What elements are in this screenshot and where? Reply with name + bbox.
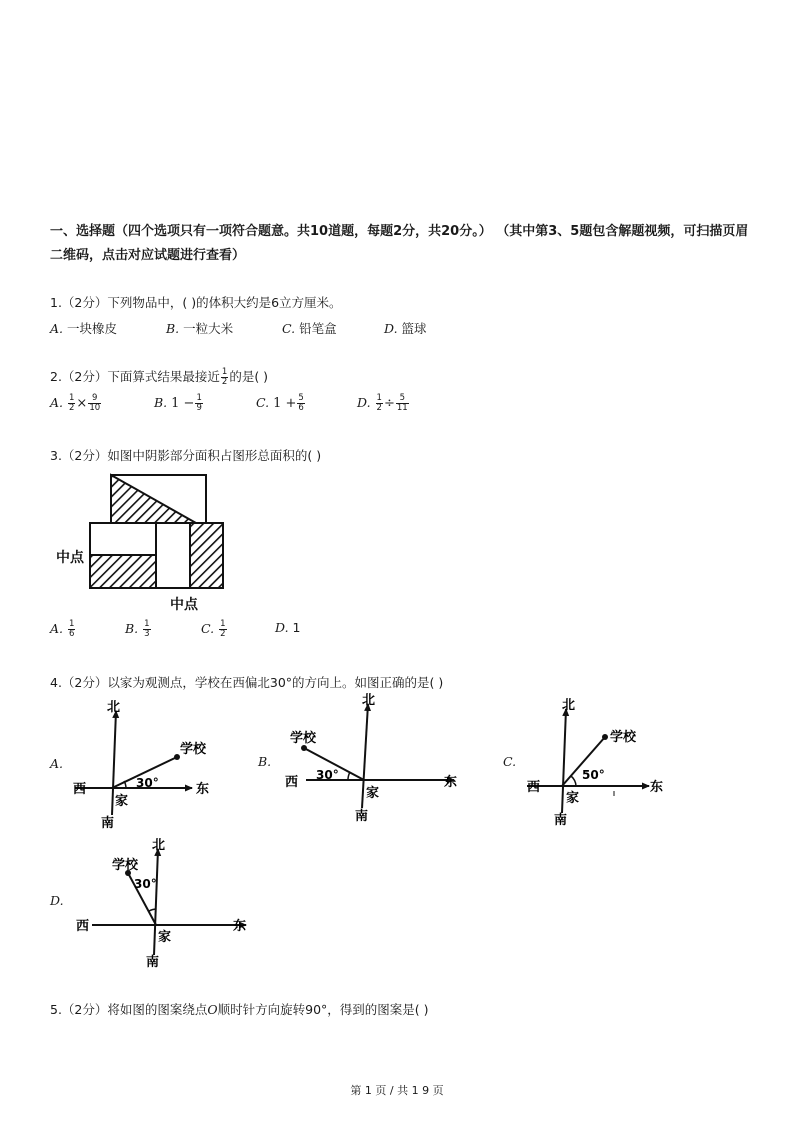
q4-option-b-label[interactable]: B. [258,754,272,769]
q4-diagram-b[interactable] [282,690,462,825]
q1-option-a[interactable]: A. 一块橡皮 [50,321,118,336]
q3-option-b[interactable]: B. $\frac{1}{3}$ [125,619,150,639]
west-label: 西 [73,782,87,797]
stem-fraction: $\frac{1}{2}$ [221,367,228,387]
question-3-stem: 3.（2分）如图中阴影部分面积占图形总面积的( ) [50,448,322,463]
q2-option-c[interactable]: C. 1 + $\frac{5}{6}$ [256,393,304,413]
west-label: 西 [527,780,541,795]
north-label: 北 [362,693,376,708]
east-label: 东 [444,775,458,790]
q1-option-b[interactable]: B. 一粒大米 [166,321,234,336]
question-1-options [50,319,750,337]
west-label: 西 [285,775,299,790]
page-footer: 第 1 页 / 共 1 9 页 [350,1084,444,1097]
q3-option-d[interactable]: D. 1 [275,620,301,635]
home-label: 家 [158,930,172,945]
section-title: 一、选择题（四个选项只有一项符合题意。共10道题，每题2分，共20分。） （其中第3、5题包含解题视频，可扫描页眉二维码，点击对应试题进行查看） [50,224,749,263]
east-label: 东 [233,919,247,934]
q4-diagram-d[interactable] [70,835,250,970]
school-label: 学校 [112,858,139,873]
south-label: 南 [146,955,160,970]
question-5-stem: 5.（2分）将如图的图案绕点O顺时针方向旋转90°，得到的图案是( ) [50,1002,429,1017]
right-shaded-rect [190,523,223,588]
left-shaded-rect [90,555,156,588]
angle-label: 30° [134,877,157,891]
north-label: 北 [107,700,121,715]
midpoint-label-left: 中点 [56,550,84,566]
q2-option-d[interactable]: D. $\frac{1}{2}$ ÷ $\frac{5}{11}$ [357,393,408,413]
q4-diagram-a[interactable] [70,695,220,835]
home-label: 家 [566,791,580,806]
question-3-figure [50,468,240,618]
angle-label: 30° [316,768,339,782]
south-label: 南 [554,813,568,828]
west-label: 西 [76,919,90,934]
q4-option-d-label[interactable]: D. [50,893,64,908]
point-o: O [207,1002,218,1017]
q4-option-a-label[interactable]: A. [50,756,64,771]
q1-option-c[interactable]: C. 铅笔盒 [282,321,337,336]
angle-label: 50° [582,768,605,782]
school-label: 学校 [180,742,207,757]
q2-option-a[interactable]: A. $\frac{1}{2}$ × $\frac{9}{10}$ [50,393,101,413]
east-label: 东 [196,782,210,797]
q2-option-b[interactable]: B. 1 − $\frac{1}{9}$ [154,393,202,413]
north-label: 北 [152,838,166,853]
home-label: 家 [366,786,380,801]
school-label: 学校 [290,731,317,746]
q3-option-c[interactable]: C. $\frac{1}{2}$ [201,619,226,639]
question-4-stem: 4.（2分）以家为观测点，学校在西偏北30°的方向上。如图正确的是( ) [50,675,444,690]
angle-label: 30° [136,776,159,790]
south-label: 南 [101,816,115,831]
q3-option-a[interactable]: A. $\frac{1}{6}$ [50,619,75,639]
question-3-options [50,620,750,642]
south-label: 南 [355,809,369,824]
school-label: 学校 [610,730,637,745]
midpoint-label-bottom: 中点 [170,597,198,613]
question-2-options [50,394,750,418]
home-label: 家 [115,794,129,809]
question-2-stem: 2.（2分）下面算式结果最接近 $\frac{1}{2}$ 的是( ) [50,367,269,387]
east-label: 东 [650,780,664,795]
q4-option-c-label[interactable]: C. [503,754,517,769]
question-1-stem: 1.（2分）下列物品中，( )的体积大约是6立方厘米。 [50,295,342,310]
q4-diagram-c[interactable] [524,693,674,828]
north-label: 北 [562,698,576,713]
q1-option-d[interactable]: D. 篮球 [384,321,427,336]
